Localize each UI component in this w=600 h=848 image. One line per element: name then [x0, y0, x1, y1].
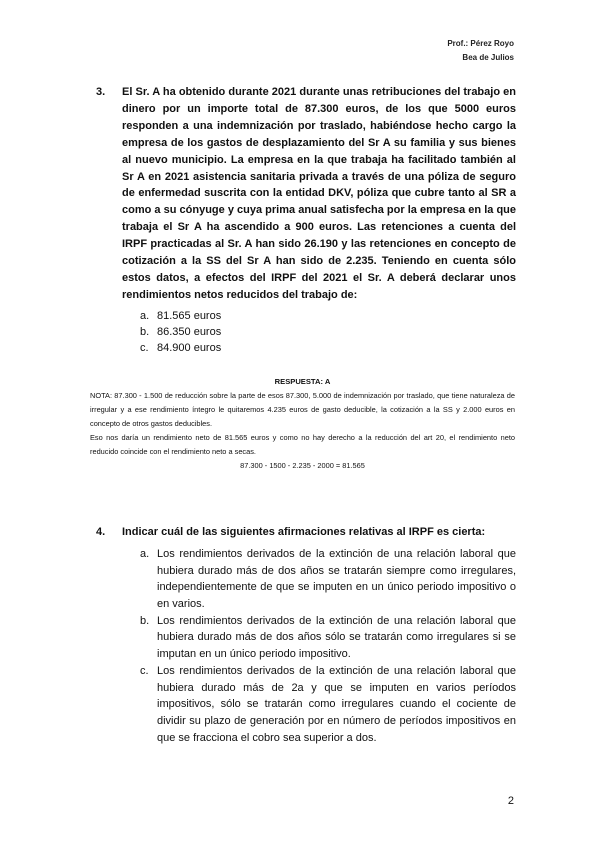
option-letter: c. [140, 341, 149, 354]
option-text: Los rendimientos derivados de la extinción de una relación laboral que hubiera durado más de 2a y que se imputen en varios períodos impositivos, sólo se tratarán como irregulares cuando el cociente de dividir su plazo de generación por en número de períodos impositivos en que se fracciona el cobro sea superior a dos. [157, 664, 516, 744]
option-c [140, 663, 516, 747]
option-c [140, 340, 516, 356]
answer-note-2: Eso nos daría un rendimiento neto de 81.565 euros y como no hay derecho a la reducción del art 20, el rendimiento neto reducido coincide con el rendimiento neto a secas. [90, 433, 515, 456]
option-letter: a. [140, 309, 150, 322]
answer-note-1: NOTA: 87.300 - 1.500 de reducción sobre la parte de esos 87.300, 5.000 de indemnización por traslado, que tiene naturaleza de irregular y a ese rendimiento íntegro le quitaremos 4.235 euros de gasto deducible, la cotización a la SS y 2.000 euros en concepto de otros gastos deducibles. [90, 391, 515, 428]
author-line-1: Prof.: Pérez Royo [447, 39, 514, 48]
option-letter: b. [140, 325, 150, 338]
option-text: Los rendimientos derivados de la extinción de una relación laboral que hubiera durado más de dos años se tratarán siempre como irregulares, independientemente de que se imputen en un único periodo impositivo o en varios. [157, 547, 516, 611]
option-text: 84.900 euros [157, 341, 222, 354]
option-a [140, 308, 516, 324]
answer-block [90, 375, 515, 473]
author-line-2: Bea de Julios [462, 53, 514, 62]
option-a [140, 546, 516, 613]
page-number: 2 [507, 795, 514, 807]
option-text: 81.565 euros [157, 309, 222, 322]
question-3-number: 3. [96, 86, 106, 98]
option-letter: c. [140, 664, 149, 677]
option-letter: b. [140, 614, 150, 627]
question-3-text: El Sr. A ha obtenido durante 2021 durante unas retribuciones del trabajo en dinero por un importe total de 87.300 euros, de los que 5000 euros responden a una indemnización por traslado, habiéndose hecho cargo la empresa de los gastos de desplazamiento del Sr A su familia y sus bienes al nuevo municipio. La empresa en la que trabaja ha facilitado también al Sr A en 2021 asistencia sanitaria privada a través de una póliza de seguro de enfermedad suscrita con la entidad DKV, póliza que cubre tanto al SR a como a su cónyuge y cuya prima anual satisfecha por la empresa en la que trabaja el Sr A ha ascendido a 900 euros. Las retenciones a cuenta del IRPF practicadas al Sr. A han sido 26.190 y las retenciones en concepto de cotización a la SS del Sr A han sido de 2.235. Teniendo en cuenta sólo estos datos, a efectos del IRPF del 2021 el Sr. A deberá declarar unos rendimientos netos reducidos del trabajo de: [122, 86, 516, 301]
option-text: 86.350 euros [157, 325, 222, 338]
question-3 [96, 84, 516, 356]
option-b [140, 324, 516, 340]
question-4 [96, 524, 516, 746]
page-header [447, 37, 514, 65]
question-4-text: Indicar cuál de las siguientes afirmaciones relativas al IRPF es cierta: [122, 526, 486, 538]
answer-calculation: 87.300 - 1500 - 2.235 - 2000 = 81.565 [240, 461, 365, 470]
question-4-number: 4. [96, 526, 106, 538]
option-text: Los rendimientos derivados de la extinción de una relación laboral que hubiera durado más de dos años sólo se tratarán como irregulares si se imputan en un único periodo impositivo. [157, 614, 516, 661]
question-3-options [96, 308, 516, 356]
option-b [140, 613, 516, 663]
answer-title: RESPUESTA: A [274, 377, 331, 386]
question-4-options [96, 546, 516, 746]
option-letter: a. [140, 547, 150, 560]
